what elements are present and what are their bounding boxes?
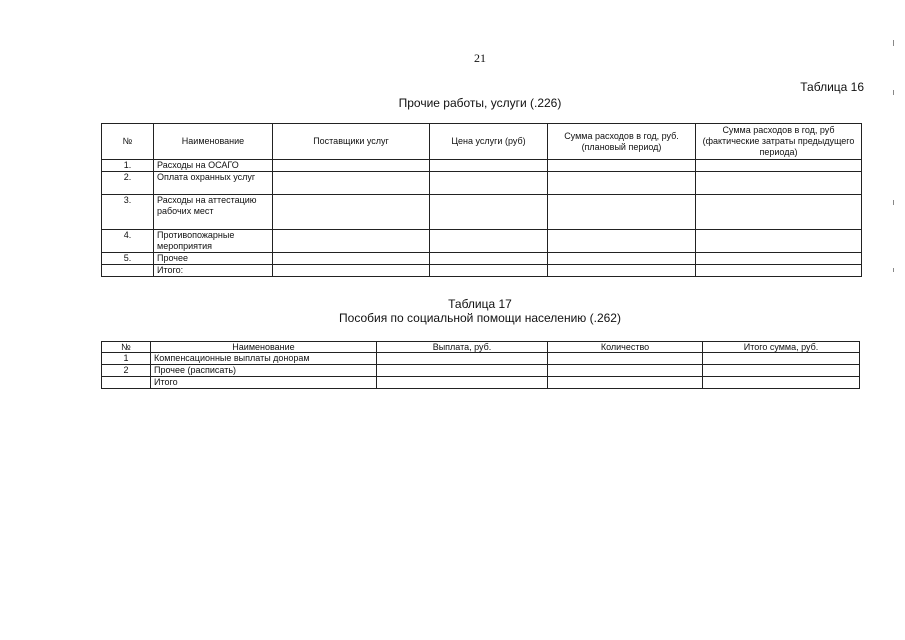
table-row (102, 195, 862, 230)
table-16-header-row (102, 124, 862, 160)
empty-cell (703, 365, 860, 377)
column-header-planned-sum: Сумма расходов в год, руб. (плановый период) (548, 124, 696, 160)
table-total-row (102, 265, 862, 277)
row-name: Итого: (154, 265, 273, 277)
scan-speck (893, 268, 894, 272)
empty-cell (430, 195, 548, 230)
empty-cell (548, 265, 696, 277)
column-header-actual-sum: Сумма расходов в год, руб (фактические затраты предыдущего периода) (696, 124, 862, 160)
empty-cell (548, 253, 696, 265)
row-name: Прочее (расписать) (151, 365, 377, 377)
empty-cell (273, 195, 430, 230)
empty-cell (548, 353, 703, 365)
empty-cell (430, 265, 548, 277)
column-header-total-sum: Итого сумма, руб. (703, 342, 860, 353)
table-total-row (102, 377, 860, 389)
empty-cell (430, 253, 548, 265)
empty-cell (273, 230, 430, 253)
row-number (102, 265, 154, 277)
row-name: Итого (151, 377, 377, 389)
empty-cell (548, 160, 696, 172)
row-number (102, 377, 151, 389)
column-header-number: № (102, 342, 151, 353)
row-name: Противопожарные мероприятия (154, 230, 273, 253)
page-number: 21 (474, 51, 486, 65)
empty-cell (696, 253, 862, 265)
empty-cell (696, 230, 862, 253)
empty-cell (377, 365, 548, 377)
column-header-price: Цена услуги (руб) (430, 124, 548, 160)
column-header-suppliers: Поставщики услуг (273, 124, 430, 160)
row-name: Компенсационные выплаты донорам (151, 353, 377, 365)
row-name: Прочее (154, 253, 273, 265)
empty-cell (273, 265, 430, 277)
row-number: 4. (102, 230, 154, 253)
row-number: 2 (102, 365, 151, 377)
scan-speck (893, 90, 894, 95)
column-header-quantity: Количество (548, 342, 703, 353)
table-17 (101, 341, 860, 389)
table-17-label: Таблица 17 (448, 297, 512, 311)
empty-cell (696, 160, 862, 172)
row-name: Расходы на ОСАГО (154, 160, 273, 172)
empty-cell (430, 172, 548, 195)
empty-cell (696, 172, 862, 195)
scan-speck (893, 40, 894, 46)
empty-cell (377, 353, 548, 365)
table-17-caption: Пособия по социальной помощи населению (.262) (339, 311, 621, 325)
empty-cell (696, 265, 862, 277)
table-row (102, 365, 860, 377)
row-number: 3. (102, 195, 154, 230)
empty-cell (377, 377, 548, 389)
empty-cell (696, 195, 862, 230)
empty-cell (548, 377, 703, 389)
empty-cell (548, 172, 696, 195)
empty-cell (548, 195, 696, 230)
column-header-name: Наименование (151, 342, 377, 353)
table-row (102, 253, 862, 265)
table-row (102, 353, 860, 365)
table-16-caption: Прочие работы, услуги (.226) (398, 96, 562, 110)
empty-cell (430, 230, 548, 253)
table-row (102, 230, 862, 253)
row-number: 2. (102, 172, 154, 195)
scan-speck (893, 200, 894, 205)
table-row (102, 160, 862, 172)
column-header-payment: Выплата, руб. (377, 342, 548, 353)
table-16 (101, 123, 862, 277)
row-number: 1. (102, 160, 154, 172)
row-number: 5. (102, 253, 154, 265)
row-name: Оплата охранных услуг (154, 172, 273, 195)
column-header-name: Наименование (154, 124, 273, 160)
empty-cell (273, 160, 430, 172)
empty-cell (548, 230, 696, 253)
table-17-header-row (102, 342, 860, 353)
table-16-label: Таблица 16 (800, 80, 864, 94)
empty-cell (430, 160, 548, 172)
empty-cell (703, 377, 860, 389)
empty-cell (548, 365, 703, 377)
table-row (102, 172, 862, 195)
row-name: Расходы на аттестацию рабочих мест (154, 195, 273, 230)
empty-cell (273, 172, 430, 195)
empty-cell (273, 253, 430, 265)
column-header-number: № (102, 124, 154, 160)
row-number: 1 (102, 353, 151, 365)
empty-cell (703, 353, 860, 365)
